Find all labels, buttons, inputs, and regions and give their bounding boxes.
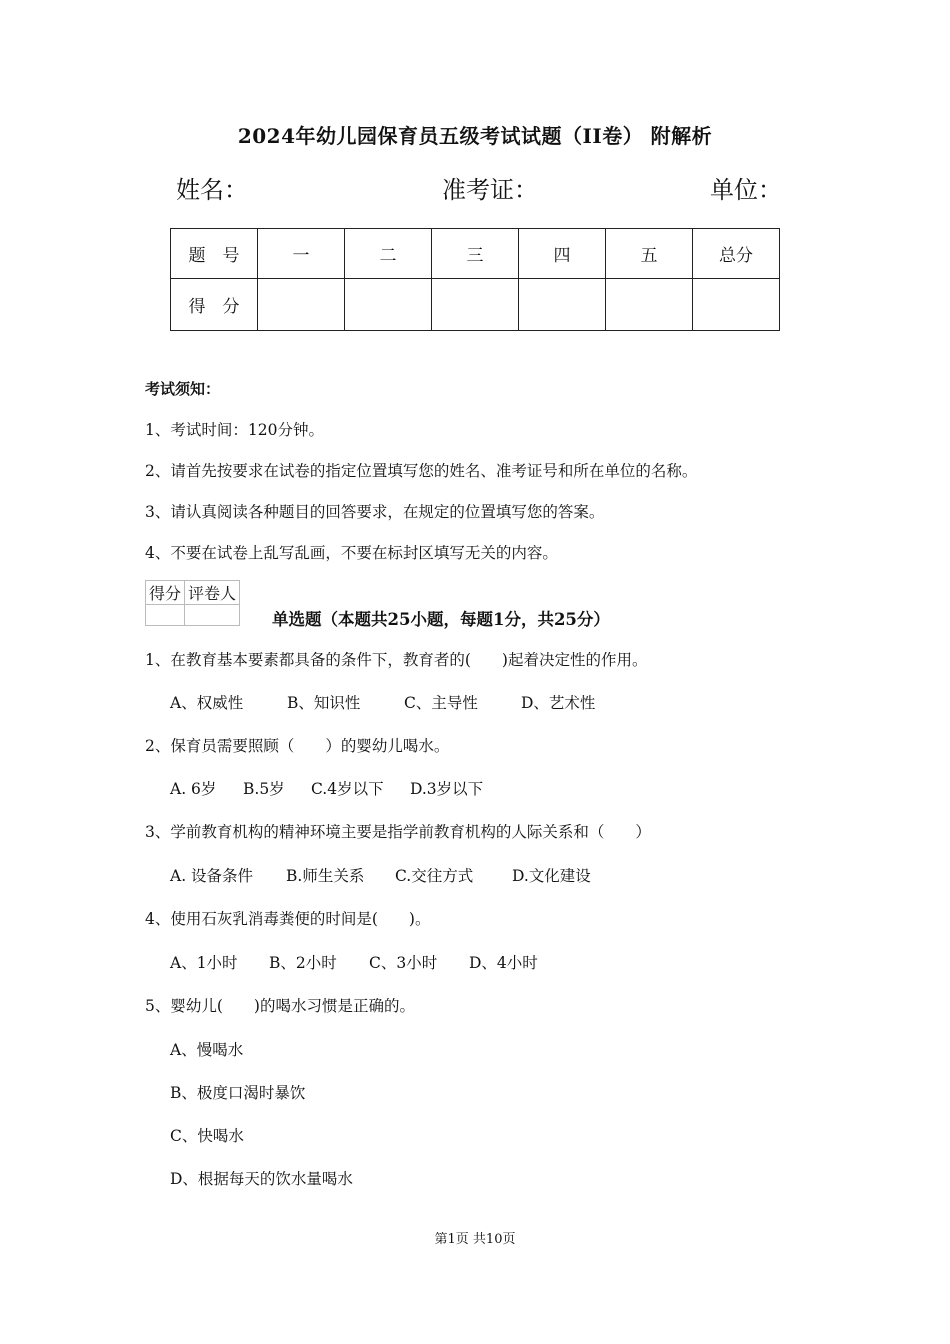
question-stem: 5、婴幼儿( )的喝水习惯是正确的。	[145, 997, 415, 1015]
option[interactable]: A、慢喝水	[170, 1041, 244, 1059]
score-row-label: 得 分	[171, 279, 258, 331]
score-cell[interactable]	[345, 279, 432, 331]
grader-name-label: 评卷人	[185, 581, 240, 605]
document-title: 2024年幼儿园保育员五级考试试题（II卷） 附解析	[237, 124, 713, 148]
question-options	[170, 691, 595, 713]
score-table-score-row	[171, 279, 780, 331]
question-options	[170, 777, 483, 799]
option[interactable]: B、知识性	[287, 694, 361, 712]
score-cell[interactable]	[606, 279, 693, 331]
score-table	[170, 228, 780, 331]
option[interactable]: C、3小时	[369, 954, 438, 972]
grader-score-label: 得分	[146, 581, 185, 605]
option[interactable]: B.5岁	[243, 780, 285, 798]
grader-name-cell[interactable]	[185, 605, 240, 626]
grader-box	[145, 580, 240, 626]
option[interactable]: B、2小时	[269, 954, 337, 972]
notice-item: 4、不要在试卷上乱写乱画，不要在标封区填写无关的内容。	[145, 544, 558, 562]
option[interactable]: A、1小时	[170, 954, 238, 972]
question-stem: 4、使用石灰乳消毒粪便的时间是( )。	[145, 910, 431, 928]
option[interactable]: C.4岁以下	[311, 780, 384, 798]
score-cell[interactable]	[519, 279, 606, 331]
score-table-header-cell: 四	[519, 229, 606, 279]
score-table-header-cell: 题 号	[171, 229, 258, 279]
name-label: 姓名：	[176, 176, 248, 204]
grader-score-cell[interactable]	[146, 605, 185, 626]
score-cell[interactable]	[258, 279, 345, 331]
ticket-number-label: 准考证：	[442, 176, 538, 204]
option[interactable]: C.交往方式	[395, 867, 474, 885]
question-stem: 2、保育员需要照顾（ ）的婴幼儿喝水。	[145, 737, 450, 755]
score-table-header-cell: 五	[606, 229, 693, 279]
option[interactable]: D.文化建设	[512, 867, 591, 885]
score-table-header-cell: 二	[345, 229, 432, 279]
option[interactable]: C、主导性	[404, 694, 478, 712]
score-cell[interactable]	[432, 279, 519, 331]
score-table-header-cell: 三	[432, 229, 519, 279]
option[interactable]: D、艺术性	[521, 694, 596, 712]
notice-item: 3、请认真阅读各种题目的回答要求，在规定的位置填写您的答案。	[145, 503, 605, 521]
score-cell[interactable]	[693, 279, 780, 331]
option[interactable]: D、根据每天的饮水量喝水	[170, 1170, 353, 1188]
notice-heading: 考试须知：	[145, 380, 221, 398]
option[interactable]: C、快喝水	[170, 1127, 244, 1145]
score-table-header-cell: 一	[258, 229, 345, 279]
option[interactable]: B.师生关系	[286, 867, 365, 885]
unit-label: 单位：	[710, 176, 782, 204]
option[interactable]: B、极度口渴时暴饮	[170, 1084, 306, 1102]
option[interactable]: A. 6岁	[170, 780, 217, 798]
notice-item: 2、请首先按要求在试卷的指定位置填写您的姓名、准考证号和所在单位的名称。	[145, 462, 698, 480]
question-stem: 1、在教育基本要素都具备的条件下，教育者的( )起着决定性的作用。	[145, 651, 648, 669]
option[interactable]: A、权威性	[170, 694, 244, 712]
option[interactable]: D、4小时	[469, 954, 538, 972]
score-table-header-row	[171, 229, 780, 279]
question-options	[170, 951, 538, 973]
page-footer: 第1页 共10页	[434, 1232, 516, 1247]
section-title: 单选题（本题共25小题，每题1分，共25分）	[272, 610, 610, 629]
score-table-header-cell: 总分	[693, 229, 780, 279]
option[interactable]: D.3岁以下	[410, 780, 484, 798]
notice-item: 1、考试时间：120分钟。	[145, 421, 324, 439]
question-options	[170, 864, 591, 886]
question-stem: 3、学前教育机构的精神环境主要是指学前教育机构的人际关系和（ ）	[145, 823, 651, 841]
option[interactable]: A. 设备条件	[170, 867, 254, 885]
